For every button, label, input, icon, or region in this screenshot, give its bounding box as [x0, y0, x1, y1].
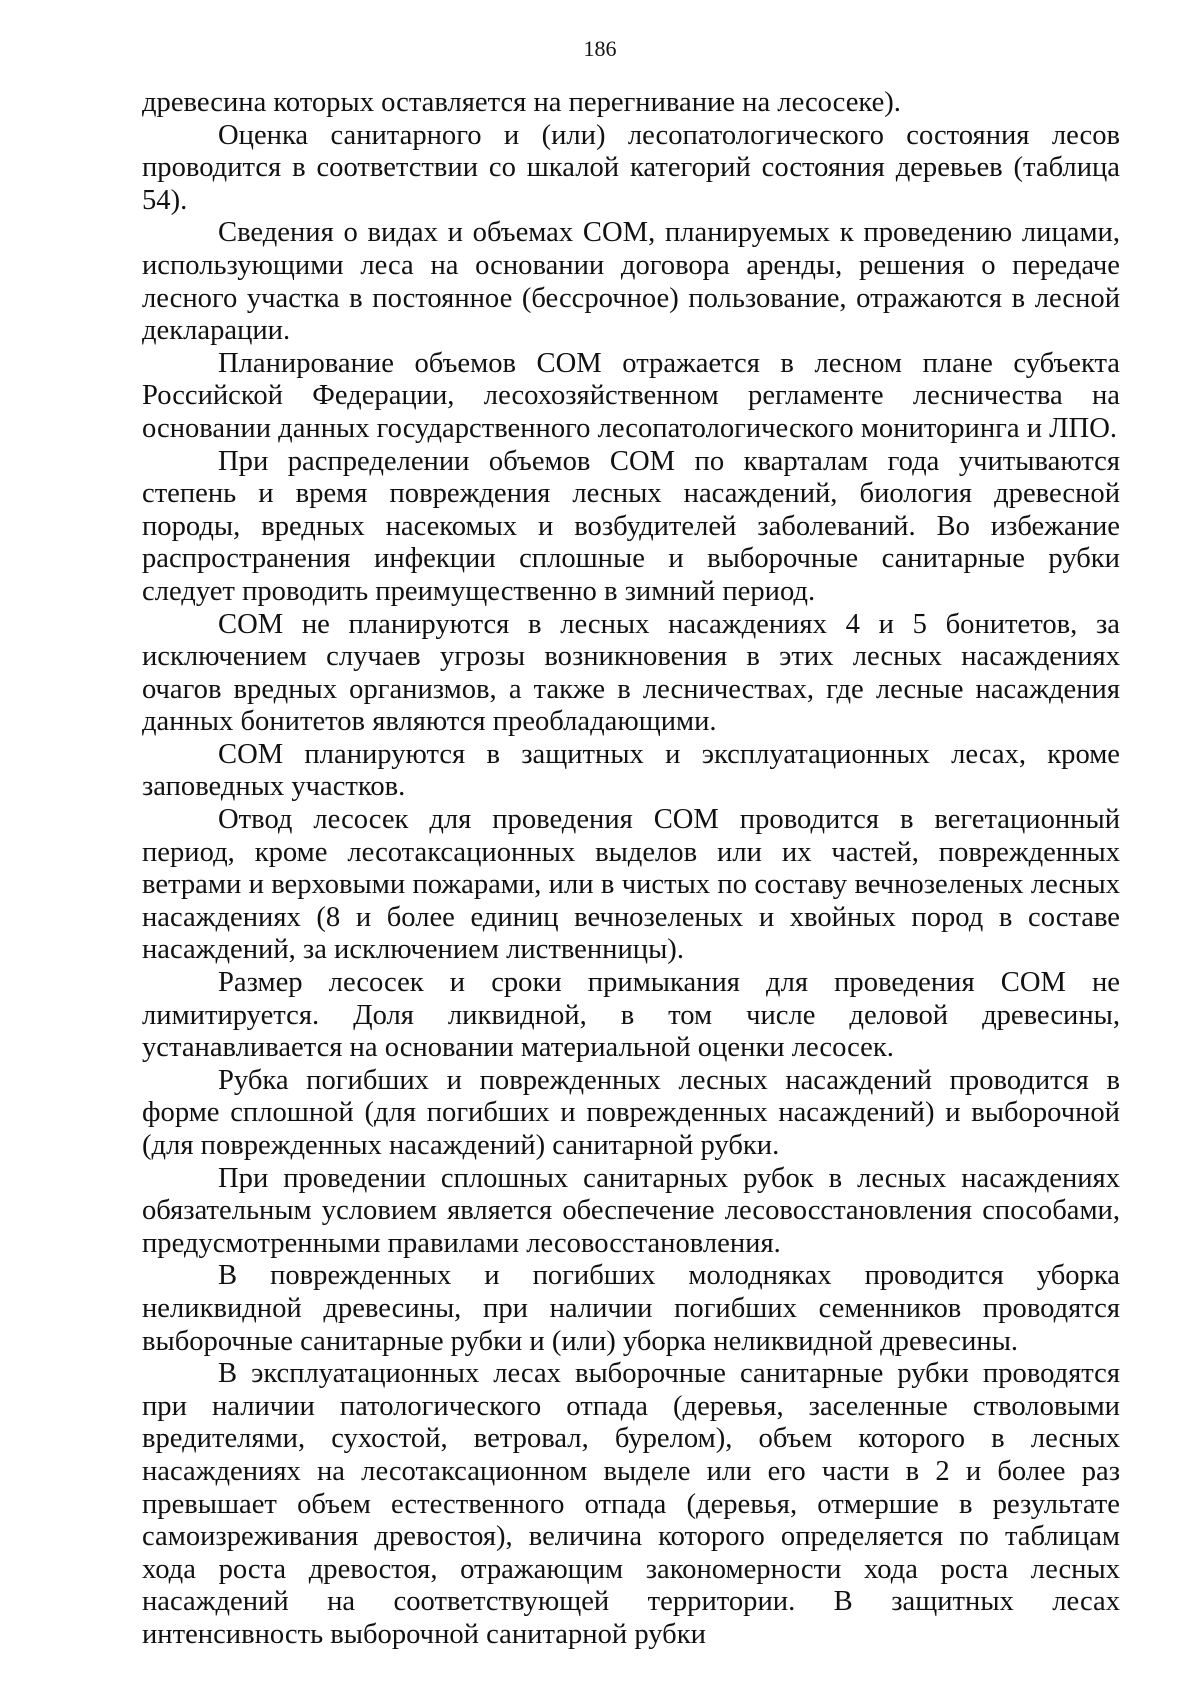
paragraph: В поврежденных и погибших молодняках проводится уборка неликвидной древесины, при наличии погибших семенников проводятся выборочные санитарные рубки и (или) уборка неликвидной древесины.: [142, 1260, 1120, 1357]
paragraph: Размер лесосек и сроки примыкания для проведения СОМ не лимитируется. Доля ликвидной, в том числе деловой древесины, устанавливается на основании материальной оценки лесосек.: [142, 967, 1120, 1064]
paragraph: СОМ планируются в защитных и эксплуатационных лесах, кроме заповедных участков.: [142, 738, 1120, 803]
paragraph: Отвод лесосек для проведения СОМ проводится в вегетационный период, кроме лесотаксационных выделов или их частей, поврежденных ветрами и верховыми пожарами, или в чистых по составу вечнозеленых лесных насаждениях (8 и более единиц вечнозеленых и хвойных пород в составе насаждений, за исключением лиственницы).: [142, 804, 1120, 966]
document-body: [142, 87, 1120, 1652]
paragraph: древесина которых оставляется на перегнивание на лесосеке).: [142, 87, 901, 118]
paragraph: При проведении сплошных санитарных рубок в лесных насаждениях обязательным условием является обеспечение лесовосстановления способами, предусмотренными правилами лесовосстановления.: [142, 1162, 1120, 1259]
page-number: 186: [583, 36, 617, 61]
paragraph: При распределении объемов СОМ по кварталам года учитываются степень и время повреждения лесных насаждений, биология древесной породы, вредных насекомых и возбудителей заболеваний. Во избежание распространения инфекции сплошные и выборочные санитарные рубки следует проводить преимущественно в зимний период.: [142, 445, 1120, 607]
paragraph: Планирование объемов СОМ отражается в лесном плане субъекта Российской Федерации, лесохозяйственном регламенте лесничества на основании данных государственного лесопатологического мониторинга и ЛПО.: [142, 347, 1120, 444]
paragraph: Сведения о видах и объемах СОМ, планируемых к проведению лицами, использующими леса на основании договора аренды, решения о передаче лесного участка в постоянное (бессрочное) пользование, отражаются в лесной декларации.: [142, 217, 1120, 347]
paragraph: СОМ не планируются в лесных насаждениях 4 и 5 бонитетов, за исключением случаев угрозы возникновения в этих лесных насаждениях очагов вредных организмов, а также в лесничествах, где лесные насаждения данных бонитетов являются преобладающими.: [142, 608, 1120, 738]
paragraph: Оценка санитарного и (или) лесопатологического состояния лесов проводится в соответствии со шкалой категорий состояния деревьев (таблица 54).: [142, 119, 1120, 216]
paragraph: Рубка погибших и поврежденных лесных насаждений проводится в форме сплошной (для погибших и поврежденных насаждений) и выборочной (для поврежденных насаждений) санитарной рубки.: [142, 1064, 1120, 1161]
paragraph: В эксплуатационных лесах выборочные санитарные рубки проводятся при наличии патологического отпада (деревья, заселенные стволовыми вредителями, сухостой, ветровал, бурелом), объем которого в лесных насаждениях на лесотаксационном выделе или его части в 2 и более раз превышает объем естественного отпада (деревья, отмершие в результате самоизреживания древостоя), величина которого определяется по таблицам хода роста древостоя, отражающим закономерности хода роста лесных насаждений на соответствующей территории. В защитных лесах интенсивность выборочной санитарной рубки: [142, 1358, 1120, 1650]
